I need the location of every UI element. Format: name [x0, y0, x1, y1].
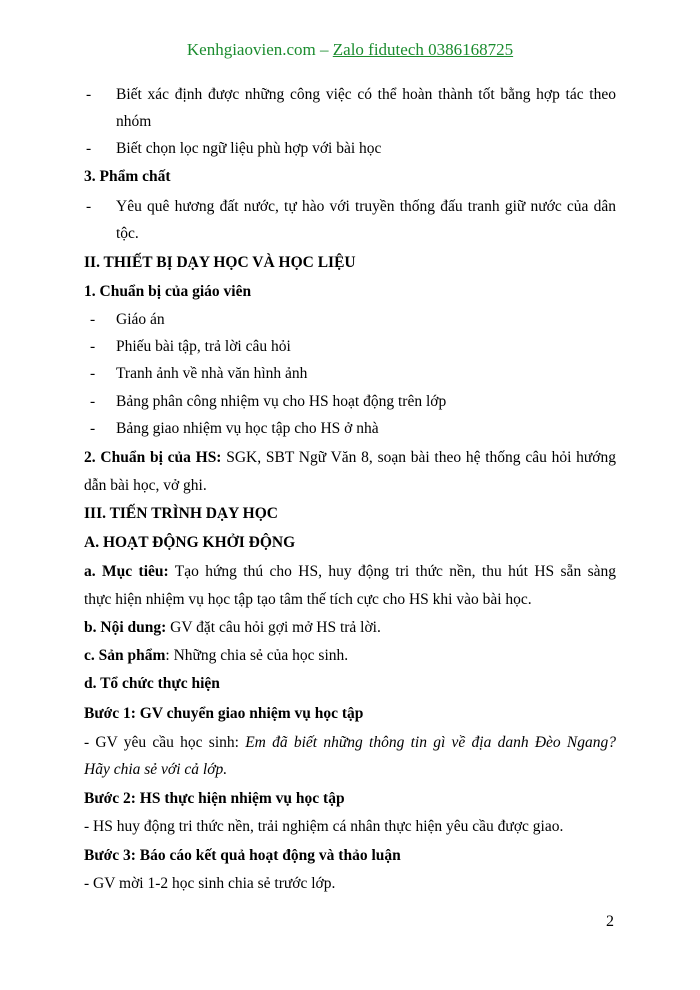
bullet-dash: -	[86, 86, 92, 103]
bullet-dash: -	[86, 198, 92, 215]
bullet-dash: -	[90, 393, 96, 410]
sanpham-line	[84, 646, 348, 666]
heading-a: A. HOẠT ĐỘNG KHỞI ĐỘNG	[84, 534, 296, 551]
hs-label: 2. Chuẩn bị của HS:	[84, 449, 222, 466]
noidung-line	[84, 618, 381, 638]
buoc3-text: - GV mời 1-2 học sinh chia sẻ trước lớp.	[84, 875, 336, 892]
hs-line2: dẫn bài học, vở ghi.	[84, 477, 207, 494]
buoc2-text: - HS huy động tri thức nền, trải nghiệm cá nhân thực hiện yêu cầu được giao.	[84, 818, 564, 835]
header-zalo: Zalo fidutech 0386168725	[332, 40, 514, 59]
noidung-text: GV đặt câu hỏi gợi mở HS trả lời.	[166, 619, 381, 636]
heading-pham-chat: 3. Phẩm chất	[84, 168, 171, 185]
item3-line2: tộc.	[116, 225, 139, 242]
item3-line1: Yêu quê hương đất nước, tự hào với truyền thống đấu tranh giữ nước của dân	[116, 198, 616, 215]
bullet-dash: -	[90, 338, 96, 355]
heading-section-3: III. TIẾN TRÌNH DẠY HỌC	[84, 505, 278, 522]
page-number: 2	[606, 913, 614, 930]
bullet-dash: -	[90, 365, 96, 382]
sanpham-label: c. Sản phẩm	[84, 647, 166, 664]
buoc1-question: Em đã biết những thông tin gì về địa danh Đèo Ngang?	[245, 734, 616, 751]
heading-tochuc: d. Tổ chức thực hiện	[84, 675, 220, 692]
buoc1-line1	[84, 733, 616, 753]
muctieu-line2: thực hiện nhiệm vụ học tập tạo tâm thế tích cực cho HS khi vào bài học.	[84, 591, 532, 608]
heading-section-2: II. THIẾT BỊ DẠY HỌC VÀ HỌC LIỆU	[84, 254, 356, 271]
sanpham-text: : Những chia sẻ của học sinh.	[165, 647, 349, 664]
hs-text: SGK, SBT Ngữ Văn 8, soạn bài theo hệ thống câu hỏi hướng	[221, 449, 616, 466]
buoc1-heading: Bước 1: GV chuyển giao nhiệm vụ học tập	[84, 705, 364, 722]
header-site: Kenhgiaovien.com	[186, 40, 316, 59]
buoc1-line2: Hãy chia sẻ với cả lớp.	[84, 761, 228, 778]
item1-line1: Biết xác định được những công việc có thể hoàn thành tốt bằng hợp tác theo	[116, 86, 616, 103]
bullet-dash: -	[90, 311, 96, 328]
buoc2-heading: Bước 2: HS thực hiện nhiệm vụ học tập	[84, 790, 345, 807]
muctieu-line1	[84, 562, 616, 582]
noidung-label: b. Nội dung:	[84, 619, 167, 636]
gv-item: Bảng giao nhiệm vụ học tập cho HS ở nhà	[116, 420, 379, 437]
bullet-dash: -	[90, 420, 96, 437]
gv-item: Giáo án	[116, 311, 165, 328]
bullet-dash: -	[86, 140, 92, 157]
hs-line1	[84, 448, 616, 468]
header-separator: –	[315, 40, 333, 59]
muctieu-label: a. Mục tiêu:	[84, 563, 169, 580]
gv-item: Tranh ảnh về nhà văn hình ảnh	[116, 365, 308, 382]
gv-item: Phiếu bài tập, trả lời câu hỏi	[116, 338, 291, 355]
heading-gv: 1. Chuẩn bị của giáo viên	[84, 283, 252, 300]
page-header	[0, 40, 700, 60]
item1-line2: nhóm	[116, 113, 152, 130]
gv-item: Bảng phân công nhiệm vụ cho HS hoạt động trên lớp	[116, 393, 447, 410]
buoc3-heading: Bước 3: Báo cáo kết quả hoạt động và thảo luận	[84, 847, 401, 864]
item2: Biết chọn lọc ngữ liệu phù hợp với bài học	[116, 140, 382, 157]
muctieu-text: Tạo hứng thú cho HS, huy động tri thức nền, thu hút HS sẵn sàng	[168, 563, 616, 580]
buoc1-text: - GV yêu cầu học sinh:	[84, 734, 246, 751]
